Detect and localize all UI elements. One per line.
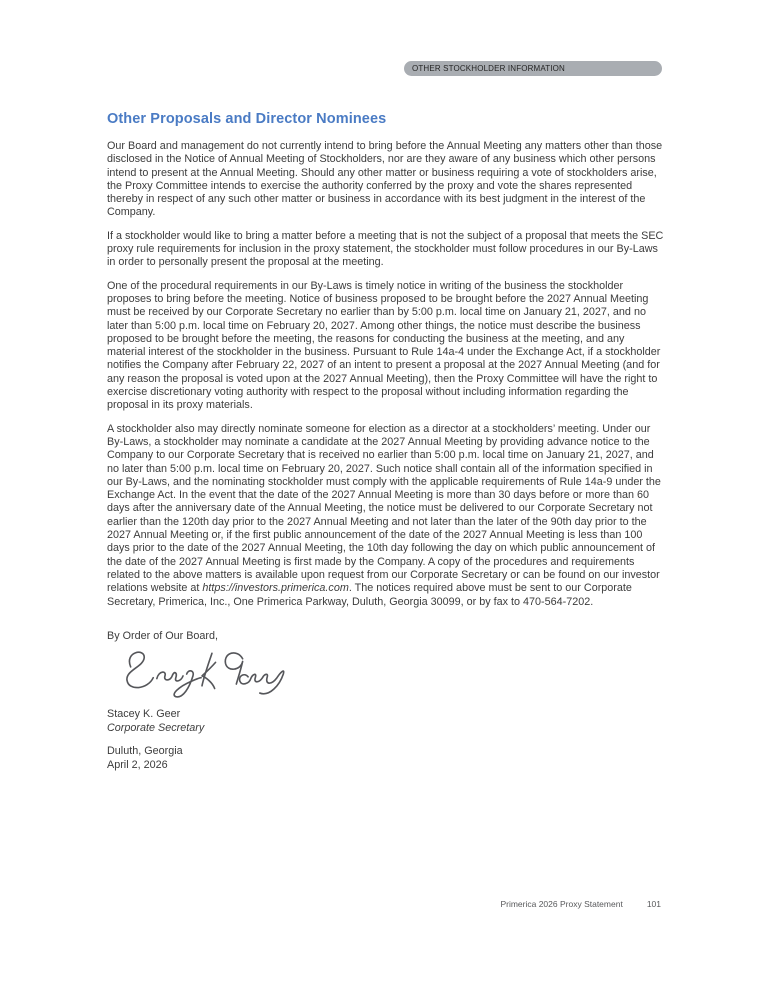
paragraph-other-business: Our Board and management do not currently intend to bring before the Annual Meeting any matters other than those disclosed in the Notice of Annual Meeting of Stockholders, nor are they aware of any business which other persons intend to present at the Annual Meeting. Should any other matter or business requiring a vote of stockholders arise, the Proxy Committee intends to exercise the authority conferred by the proxy and vote the shares represented thereby in respect of any such other matter or business in accordance with its best judgment in the interest of the Company.: [107, 140, 663, 219]
footer-document-name: Primerica 2026 Proxy Statement: [500, 899, 623, 909]
paragraph-text-after-link: . The notices required above must be sent to our Corporate Secretary, Primerica, Inc., One Primerica Parkway, Duluth, Georgia 30099, or by fax to 470-564-7202.: [107, 582, 632, 608]
signer-title: Corporate Secretary: [107, 722, 205, 735]
section-tab: [404, 61, 662, 76]
paragraph-timely-notice: One of the procedural requirements in our By-Laws is timely notice in writing of the business the stockholder proposes to bring before the meeting. Notice of business proposed to be brought before the 2027 Annual Meeting must be received by our Corporate Secretary no earlier than by 5:00 p.m. local time on January 21, 2027, and no later than 5:00 p.m. local time on February 20, 2027. Among other things, the notice must describe the business proposed to be brought before the meeting, the reasons for conducting the business at the meeting, and any material interest of the stockholder in the business. Pursuant to Rule 14a-4 under the Exchange Act, if a stockholder notifies the Company after February 22, 2027 of an intent to present a proposal at the 2027 Annual Meeting (and for any reason the proposal is voted upon at the 2027 Annual Meeting), then the Proxy Committee will have the right to exercise discretionary voting authority with respect to the proposal without including information regarding the proposal in its proxy materials.: [107, 279, 661, 412]
page-title: Other Proposals and Director Nominees: [107, 111, 387, 127]
paragraph-bylaws-procedures: If a stockholder would like to bring a matter before a meeting that is not the subject of a proposal that meets the SEC proxy rule requirements for inclusion in the proxy statement, the stockholder must follow procedures in our By-Laws in order to personally present the proposal at the meeting.: [107, 229, 664, 269]
signature-scribble: [107, 647, 297, 703]
page-content: [107, 111, 664, 772]
paragraph-director-nominations: [107, 423, 664, 609]
signer-name: Stacey K. Geer: [107, 708, 181, 721]
paragraph-text-before-link: A stockholder also may directly nominate someone for election as a director at a stockholders’ meeting. Under our By-Laws, a stockholder may nominate a candidate at the 2027 Annual Meeting by providing advance notice to the Company to our Corporate Secretary that is received no earlier than 5:00 p.m. local time on January 21, 2027, and no later than 5:00 p.m. local time on February 20, 2027. Such notice shall contain all of the information specified in our By-Laws, and the nominating stockholder must comply with the applicable requirements of Rule 14a-9 under the Exchange Act. In the event that the date of the 2027 Annual Meeting is more than 30 days before or more than 60 days after the anniversary date of the Annual Meeting, the notice must be delivered to our Corporate Secretary not earlier than the 120th day prior to the 2027 Annual Meeting and not later than the later of the 90th day prior to the 2027 Annual Meeting or, if the first public announcement of the date of the 2027 Annual Meeting is less than 100 days prior to the date of the 2027 Annual Meeting, the 10th day following the day on which public announcement of the date of the 2027 Annual Meeting is first made by the Company. A copy of the procedures and requirements related to the above matters is available upon request from our Corporate Secretary or can be found on our investor relations website at: [107, 422, 661, 595]
footer-page-number: 101: [646, 899, 661, 909]
page-footer: [500, 899, 661, 909]
signature-image: [107, 647, 297, 703]
signer-location: Duluth, Georgia: [107, 745, 183, 758]
signature-date: April 2, 2026: [107, 759, 168, 772]
by-order-line: By Order of Our Board,: [107, 629, 219, 642]
investor-relations-link[interactable]: https://investors.primerica.com: [202, 582, 349, 595]
section-tab-label: OTHER STOCKHOLDER INFORMATION: [412, 64, 565, 73]
